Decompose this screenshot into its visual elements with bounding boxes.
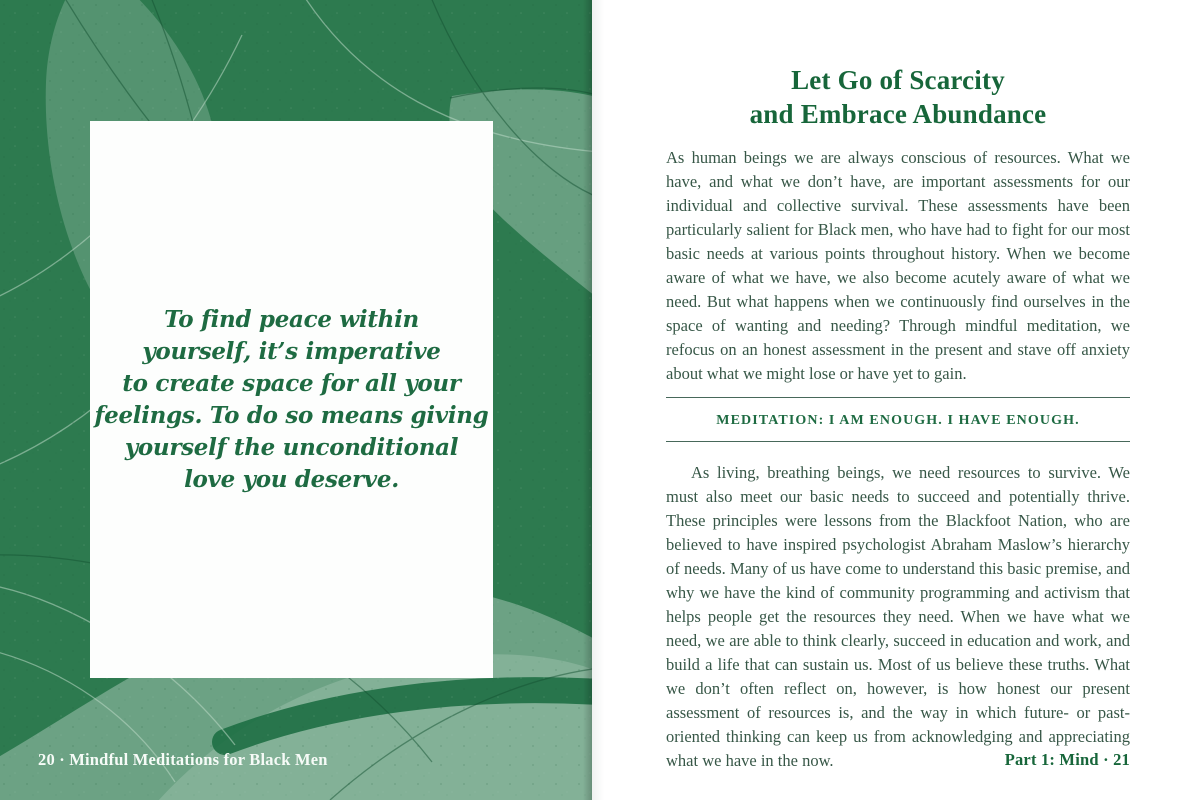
- intro-paragraph: As human beings we are always conscious of resources. What we have, and what we don’t have, are important assessments for our individual and collective survival. These assessments have been particularly salient for Black men, who have had to fight for our most basic needs at various points throughout history. When we become aware of what we have, we also become acutely aware of what we need. But what happens when we continuously find ourselves in the space of wanting and needing? Through mindful meditation, we refocus on an honest assessment in the present and stave off anxiety about what we might lose or have yet to gain.: [666, 148, 1130, 383]
- meditation-label: MEDITATION: I AM ENOUGH. I HAVE ENOUGH.: [716, 413, 1080, 428]
- quote-card: [90, 121, 493, 678]
- meditation-banner: [666, 397, 1130, 442]
- chapter-title: [666, 63, 1130, 131]
- right-page-footer: Part 1: Mind · 21: [1004, 750, 1130, 769]
- right-page-content: [666, 0, 1130, 773]
- quote-line: yourself the unconditional: [124, 433, 459, 461]
- chapter-title-line: and Embrace Abundance: [749, 99, 1047, 129]
- quote-text: [95, 304, 489, 496]
- left-page-footer: 20 · Mindful Meditations for Black Men: [38, 750, 328, 769]
- quote-line: yourself, it’s imperative: [142, 337, 441, 365]
- quote-line: to create space for all your: [122, 369, 461, 397]
- right-page: [592, 0, 1183, 800]
- chapter-title-line: Let Go of Scarcity: [791, 65, 1005, 95]
- quote-line: love you deserve.: [184, 465, 399, 493]
- body-paragraph: As living, breathing beings, we need resources to survive. We must also meet our basic needs to succeed and potentially thrive. These principles were lessons from the Blackfoot Nation, who are believed to have inspired psychologist Abraham Maslow’s hierarchy of needs. Many of us have come to understand this basic premise, and why we have the kind of community programming and activism that helps people get the resources they need. When we have what we need, we are able to think clearly, succeed in education and work, and build a life that can sustain us. Most of us believe these truths. What we don’t often reflect on, however, is how honest our present assessment of resources is, and the way in which future- or past-oriented thinking can keep us from acknowledging and appreciating what we have in the now.: [666, 463, 1130, 770]
- quote-line: To find peace within: [164, 305, 419, 333]
- quote-line: feelings. To do so means giving: [94, 401, 489, 429]
